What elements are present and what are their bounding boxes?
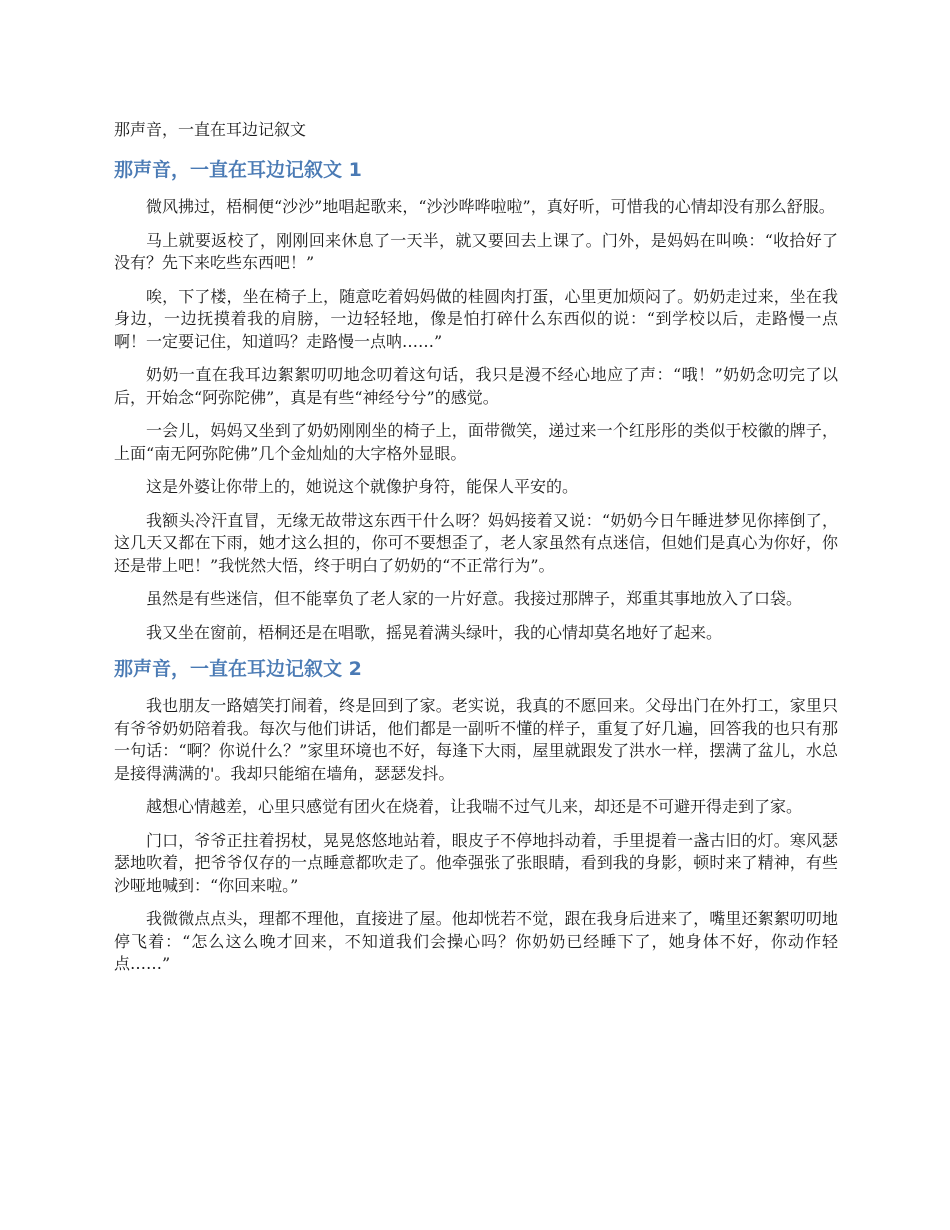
section-heading: 那声音，一直在耳边记叙文 2 — [114, 658, 362, 680]
paragraph: 我又坐在窗前，梧桐还是在唱歌，摇晃着满头绿叶，我的心情却莫名地好了起来。 — [146, 622, 723, 642]
paragraph: 唉，下了楼，坐在椅子上，随意吃着妈妈做的桂圆肉打蛋，心里更加烦闷了。奶奶走过来，坐在我身边，一边抚摸着我的肩膀，一边轻轻地，像是怕打碎什么东西似的说：“到学校以后，走路慢一点啊！一定要记住，知道吗？走路慢一点呐……” — [114, 286, 838, 351]
paragraph: 奶奶一直在我耳边絮絮叨叨地念叨着这句话，我只是漫不经心地应了声：“哦！”奶奶念叨完了以后，开始念“阿弥陀佛”，真是有些“神经兮兮”的感觉。 — [114, 365, 838, 407]
document-title: 那声音，一直在耳边记叙文 — [114, 120, 307, 139]
section-heading: 那声音，一直在耳边记叙文 1 — [114, 159, 362, 181]
paragraph: 一会儿，妈妈又坐到了奶奶刚刚坐的椅子上，面带微笑，递过来一个红彤彤的类似于校徽的牌子，上面“南无阿弥陀佛”几个金灿灿的大字格外显眼。 — [114, 421, 838, 463]
paragraph: 我也朋友一路嬉笑打闹着，终是回到了家。老实说，我真的不愿回来。父母出门在外打工，家里只有爷爷奶奶陪着我。每次与他们讲话，他们都是一副听不懂的样子，重复了好几遍，回答我的也只有那一句话：“啊？你说什么？”家里环境也不好，每逢下大雨，屋里就跟发了洪水一样，摆满了盆儿，水总是接得满满的'。我却只能缩在墙角，瑟瑟发抖。 — [114, 696, 838, 783]
paragraph: 这是外婆让你带上的，她说这个就像护身符，能保人平安的。 — [146, 477, 579, 496]
paragraph: 门口，爷爷正拄着拐杖，晃晃悠悠地站着，眼皮子不停地抖动着，手里提着一盏古旧的灯。寒风瑟瑟地吹着，把爷爷仅存的一点睡意都吹走了。他牵强张了张眼睛，看到我的身影，顿时来了精神，有些沙哑地喊到：“你回来啦。” — [114, 830, 838, 895]
paragraph: 马上就要返校了，刚刚回来休息了一天半，就又要回去上课了。门外，是妈妈在叫唤：“收拾好了没有？先下来吃些东西吧！” — [114, 230, 838, 272]
document-page — [114, 118, 838, 987]
section-2 — [114, 655, 838, 976]
section-1 — [114, 156, 838, 644]
paragraph: 我微微点点头，理都不理他，直接进了屋。他却恍若不觉，跟在我身后进来了，嘴里还絮絮叨叨地停飞着：“怎么这么晚才回来，不知道我们会操心吗？你奶奶已经睡下了，她身体不好，你动作轻点……” — [114, 909, 838, 973]
paragraph: 微风拂过，梧桐便“沙沙”地唱起歌来，“沙沙哗哗啦啦”，真好听，可惜我的心情却没有那么舒服。 — [146, 197, 835, 216]
paragraph: 我额头冷汗直冒，无缘无故带这东西干什么呀？妈妈接着又说：“奶奶今日午睡进梦见你摔倒了，这几天又都在下雨，她才这么担的，你可不要想歪了，老人家虽然有点迷信，但她们是真心为你好，你还是带上吧！”我恍然大悟，终于明白了奶奶的“不正常行为”。 — [114, 510, 838, 575]
paragraph: 越想心情越差，心里只感觉有团火在烧着，让我喘不过气儿来，却还是不可避开得走到了家。 — [146, 797, 803, 816]
paragraph: 虽然是有些迷信，但不能辜负了老人家的一片好意。我接过那牌子，郑重其事地放入了口袋。 — [146, 589, 803, 608]
